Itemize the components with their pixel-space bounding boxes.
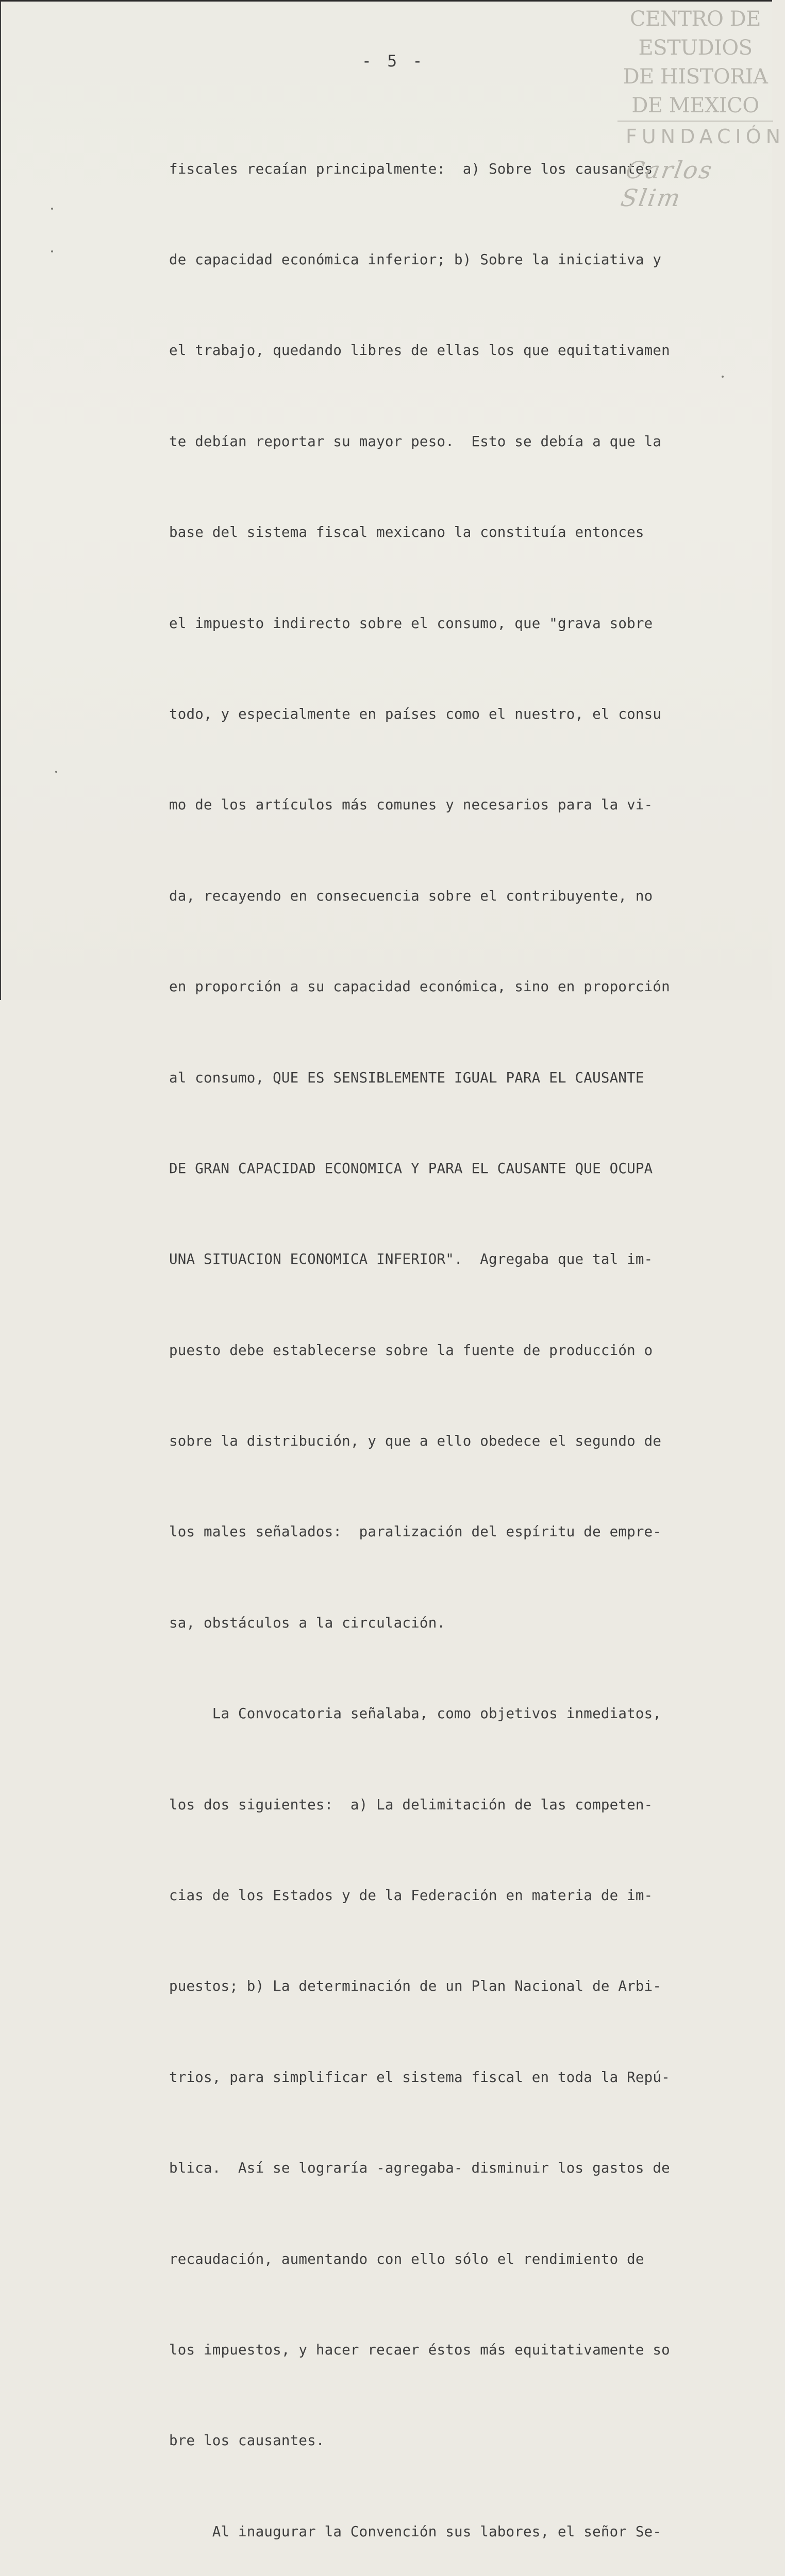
text-line: al consumo, QUE ES SENSIBLEMENTE IGUAL PARA EL CAUSANTE [169, 1069, 644, 1086]
text-line: sobre la distribución, y que a ello obedece el segundo de [169, 1433, 662, 1450]
watermark-line: DE HISTORIA [623, 65, 768, 89]
text-line: trios, para simplificar el sistema fiscal en toda la Repú- [169, 2069, 670, 2086]
text-line: bre los causantes. [169, 2432, 325, 2449]
archive-watermark [617, 5, 773, 120]
page-number: - 5 - [362, 52, 426, 71]
text-line: todo, y especialmente en países como el nuestro, el consu [169, 705, 662, 722]
text-line: sa, obstáculos a la circulación. [169, 1614, 446, 1631]
paper-speck [51, 208, 53, 210]
watermark-divider [617, 121, 773, 122]
text-line: cias de los Estados y de la Federación en materia de im- [169, 1887, 653, 1904]
text-line: DE GRAN CAPACIDAD ECONOMICA Y PARA EL CAUSANTE QUE OCUPA [169, 1160, 653, 1177]
text-line: en proporción a su capacidad económica, sino en proporción [169, 978, 670, 995]
paper-speck [722, 376, 724, 378]
watermark-line: CENTRO DE [630, 7, 761, 31]
text-line: puesto debe establecerse sobre la fuente de producción o [169, 1342, 653, 1359]
text-line: el impuesto indirecto sobre el consumo, que "grava sobre [169, 615, 653, 632]
text-line: los dos siguientes: a) La delimitación de las competen- [169, 1796, 653, 1813]
text-line: te debían reportar su mayor peso. Esto se debía a que la [169, 433, 662, 450]
text-line: mo de los artículos más comunes y necesarios para la vi- [169, 796, 653, 814]
paper-speck [51, 250, 53, 252]
watermark-signature: Carlos Slim [619, 156, 716, 212]
watermark-foundation: FUNDACIÓN [626, 125, 785, 148]
text-line: recaudación, aumentando con ello sólo el rendimiento de [169, 2250, 644, 2267]
text-line: puestos; b) La determinación de un Plan Nacional de Arbi- [169, 1978, 662, 1995]
paper-speck [55, 771, 57, 773]
watermark-line: DE MEXICO [631, 94, 759, 117]
text-line: blica. Así se lograría -agregaba- disminuir los gastos de [169, 2160, 670, 2177]
text-line: los impuestos, y hacer recaer éstos más equitativamente so [169, 2341, 670, 2358]
text-line: da, recayendo en consecuencia sobre el contribuyente, no [169, 887, 653, 904]
text-line: Al inaugurar la Convención sus labores, el señor Se- [169, 2523, 662, 2540]
watermark-line: ESTUDIOS [638, 36, 753, 60]
body-text [169, 93, 705, 2576]
text-line: UNA SITUACION ECONOMICA INFERIOR". Agregaba que tal im- [169, 1251, 653, 1268]
text-line: base del sistema fiscal mexicano la constituía entonces [169, 524, 644, 541]
text-line: los males señalados: paralización del espíritu de empre- [169, 1523, 662, 1540]
text-line: La Convocatoria señalaba, como objetivos inmediatos, [169, 1705, 662, 1722]
text-line: el trabajo, quedando libres de ellas los que equitativamen [169, 342, 670, 359]
text-line: fiscales recaían principalmente: a) Sobre los causantes [169, 160, 653, 177]
text-line: de capacidad económica inferior; b) Sobre la iniciativa y [169, 251, 662, 268]
